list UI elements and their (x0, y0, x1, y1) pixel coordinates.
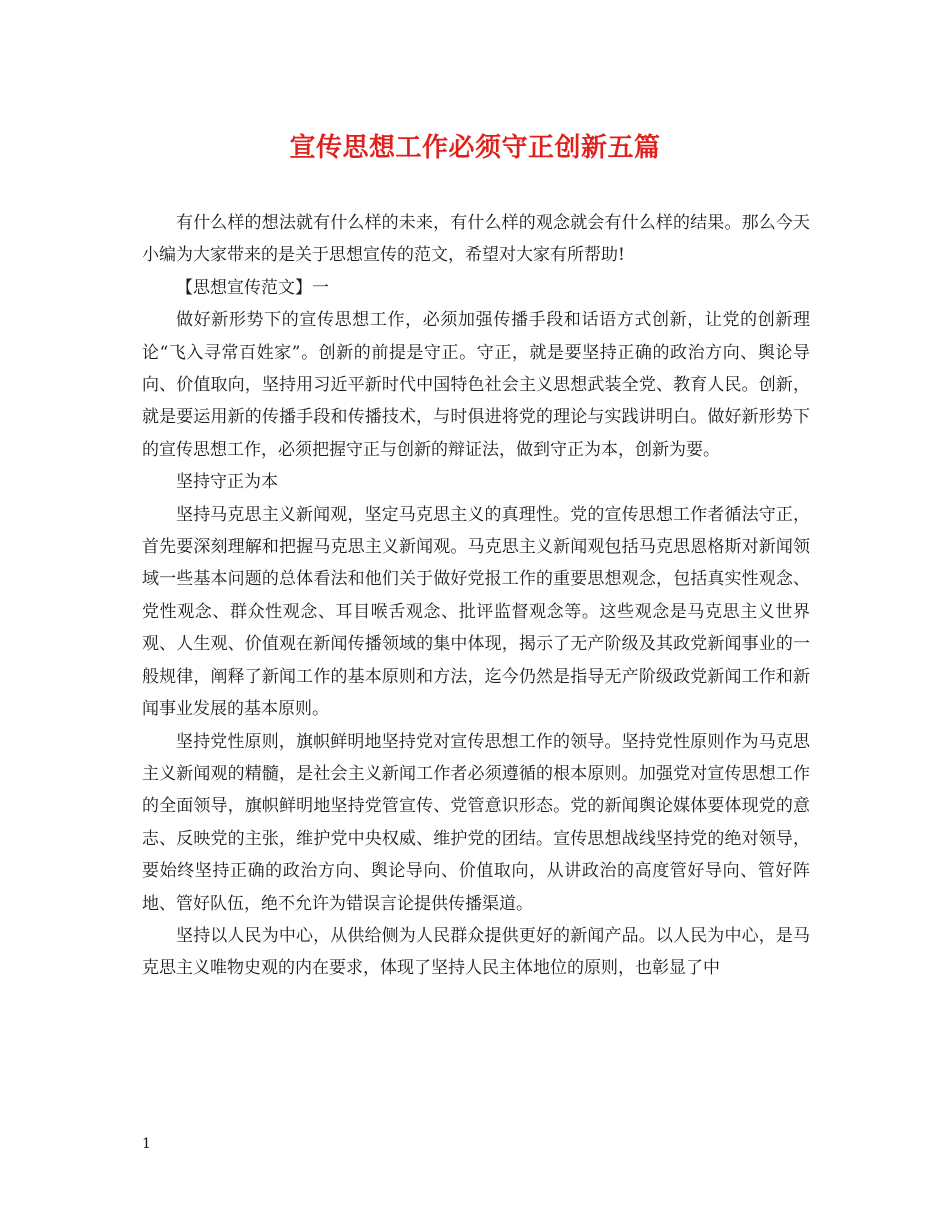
body-paragraph: 坚持马克思主义新闻观，坚定马克思主义的真理性。党的宣传思想工作者循法守正，首先要深刻理解和把握马克思主义新闻观。马克思主义新闻观包括马克思恩格斯对新闻领域一些基本问题的总体看法和他们关于做好党报工作的重要思想观念，包括真实性观念、党性观念、群众性观念、耳目喉舌观念、批评监督观念等。这些观念是马克思主义世界观、人生观、价值观在新闻传播领域的集中体现，揭示了无产阶级及其政党新闻事业的一般规律，阐释了新闻工作的基本原则和方法，迄今仍然是指导无产阶级政党新闻工作和新闻事业发展的基本原则。 (142, 504, 810, 720)
subheading: 坚持守正为本 (176, 472, 278, 493)
document-title: 宣传思想工作必须守正创新五篇 (289, 133, 661, 163)
body-paragraph: 坚持党性原则，旗帜鲜明地坚持党对宣传思想工作的领导。坚持党性原则作为马克思主义新闻观的精髓，是社会主义新闻工作者必须遵循的根本原则。加强党对宣传思想工作的全面领导，旗帜鲜明地坚持党管宣传、党管意识形态。党的新闻舆论媒体要体现党的意志、反映党的主张，维护党中央权威、维护党的团结。宣传思想战线坚持党的绝对领导，要始终坚持正确的政治方向、舆论导向、价值取向，从讲政治的高度管好导向、管好阵地、管好队伍，绝不允许为错误言论提供传播渠道。 (142, 731, 810, 914)
section-label: 【思想宣传范文】一 (176, 277, 329, 298)
body-paragraph: 坚持以人民为中心，从供给侧为人民群众提供更好的新闻产品。以人民为中心，是马克思主义唯物史观的内在要求，体现了坚持人民主体地位的原则，也彰显了中 (142, 925, 810, 979)
body-paragraph: 做好新形势下的宣传思想工作，必须加强传播手段和话语方式创新，让党的创新理论“飞入寻常百姓家”。创新的前提是守正。守正，就是要坚持正确的政治方向、舆论导向、价值取向，坚持用习近平新时代中国特色社会主义思想武装全党、教育人民。创新，就是要运用新的传播手段和传播技术，与时俱进将党的理论与实践讲明白。做好新形势下的宣传思想工作，必须把握守正与创新的辩证法，做到守正为本，创新为要。 (142, 310, 810, 460)
intro-paragraph: 有什么样的想法就有什么样的未来，有什么样的观念就会有什么样的结果。那么今天小编为大家带来的是关于思想宣传的范文，希望对大家有所帮助! (142, 213, 810, 266)
document-body (142, 207, 810, 985)
page-number: 1 (142, 1136, 151, 1152)
